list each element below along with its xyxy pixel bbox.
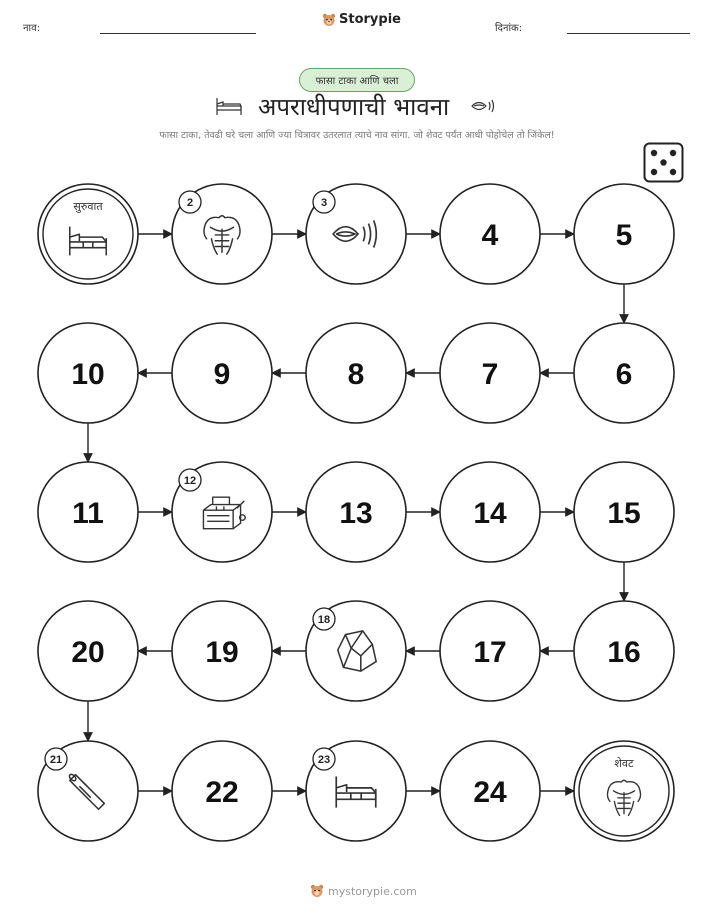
- board-cell-22[interactable]: [172, 741, 272, 841]
- cell-number: 13: [339, 497, 373, 530]
- cell-circle: [574, 741, 674, 841]
- board-cell-14[interactable]: [440, 462, 540, 562]
- cell-number: 24: [473, 776, 507, 809]
- cell-number: 21: [49, 754, 63, 766]
- board-cell-19[interactable]: [172, 601, 272, 701]
- game-badge: फासा टाका आणि चला: [299, 68, 415, 92]
- board-cell-20[interactable]: [38, 601, 138, 701]
- cell-number: 6: [615, 358, 633, 391]
- cell-number: 20: [71, 636, 105, 669]
- board-cell-10[interactable]: [38, 323, 138, 423]
- logo-text: Storypie: [339, 12, 401, 27]
- cell-number: 14: [473, 497, 507, 530]
- cell-number: 18: [317, 614, 331, 626]
- cell-number: 9: [213, 358, 231, 391]
- cell-number: 22: [205, 776, 239, 809]
- cell-number: 10: [71, 358, 105, 391]
- board-cell-3[interactable]: [306, 184, 406, 284]
- board-cell-5[interactable]: [574, 184, 674, 284]
- cell-number: 15: [607, 497, 641, 530]
- board-cell-24[interactable]: [440, 741, 540, 841]
- cell-number: 23: [317, 754, 331, 766]
- cell-number: 5: [615, 219, 633, 252]
- board-cell-16[interactable]: [574, 601, 674, 701]
- cell-circle: [38, 184, 138, 284]
- board-cell-11[interactable]: [38, 462, 138, 562]
- footer: [310, 884, 417, 898]
- cell-number: 12: [183, 475, 197, 487]
- board-cell-21[interactable]: [38, 741, 138, 841]
- date-label: दिनांक:: [495, 23, 523, 34]
- cell-number: 19: [205, 636, 239, 669]
- cell-number: 17: [473, 636, 507, 669]
- board-cell-2[interactable]: [172, 184, 272, 284]
- board-cell-18[interactable]: [306, 601, 406, 701]
- board-cell-13[interactable]: [306, 462, 406, 562]
- board-cell-15[interactable]: [574, 462, 674, 562]
- cell-number: 2: [186, 197, 194, 209]
- board-cells: [38, 184, 674, 841]
- board-cell-8[interactable]: [306, 323, 406, 423]
- cell-number: 16: [607, 636, 641, 669]
- board-cell-12[interactable]: [172, 462, 272, 562]
- board-cell-23[interactable]: [306, 741, 406, 841]
- cell-number: 8: [347, 358, 365, 391]
- board-cell-4[interactable]: [440, 184, 540, 284]
- cell-number: 4: [481, 219, 499, 252]
- page-title: अपराधीपणाची भावना: [258, 93, 450, 121]
- board-cell-7[interactable]: [440, 323, 540, 423]
- board-cell-17[interactable]: [440, 601, 540, 701]
- start-label: सुरुवात: [73, 200, 103, 213]
- board-cell-1[interactable]: [38, 184, 138, 284]
- footer-site: mystorypie.com: [328, 884, 417, 898]
- board-cell-9[interactable]: [172, 323, 272, 423]
- board-cell-6[interactable]: [574, 323, 674, 423]
- bear-face-icon: [310, 884, 324, 898]
- end-label: शेवट: [614, 757, 634, 770]
- name-label: नाव:: [23, 23, 41, 34]
- board-cell-25[interactable]: [574, 741, 674, 841]
- cell-number: 3: [320, 197, 328, 209]
- cell-number: 7: [481, 358, 499, 391]
- cell-number: 11: [72, 497, 104, 530]
- instructions: फासा टाका, तेवढी घरे चला आणि ज्या चित्रावर उतरलात त्याचे नाव सांगा. जो शेवट पर्यंत आधी पोहोचेल तो जिंकेल!: [159, 130, 555, 141]
